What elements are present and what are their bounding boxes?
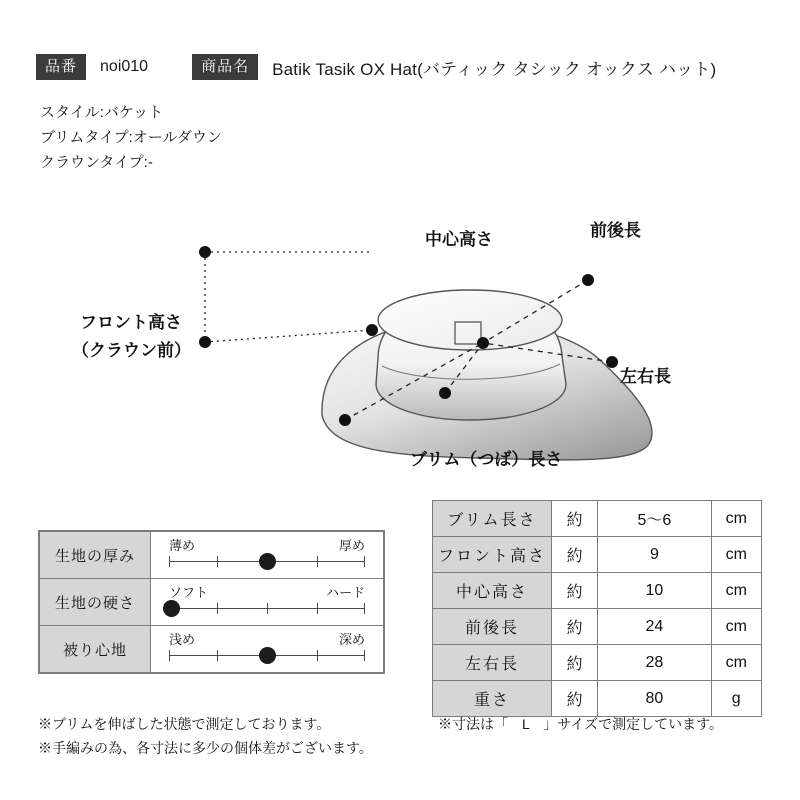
meas-value-weight: 80	[598, 681, 711, 717]
meas-approx-weight: 約	[551, 681, 597, 717]
table-row	[433, 645, 762, 681]
table-row	[433, 501, 762, 537]
meas-approx-front-back: 約	[551, 609, 597, 645]
spec-style: スタイル:バケット	[40, 104, 164, 121]
slider-left-label-thickness: 薄め	[169, 538, 196, 553]
product-name-value: Batik Tasik OX Hat(バティック タシック オックス ハット)	[272, 59, 717, 79]
slider-tick	[217, 603, 218, 614]
meas-unit-weight: g	[711, 681, 761, 717]
product-code-value: noi010	[100, 58, 149, 75]
meas-label-weight: 重さ	[433, 681, 552, 717]
label-brim-length: ブリム（つば）長さ	[410, 450, 563, 469]
meas-label-front-height: フロント高さ	[433, 537, 552, 573]
meas-unit-front-back: cm	[711, 609, 761, 645]
slider-row	[40, 626, 384, 673]
slider-tick	[217, 650, 218, 661]
slider-left-label-fit: 浅め	[169, 632, 196, 647]
slider-right-label-hardness: ハード	[325, 585, 365, 600]
slider-right-label-fit: 深め	[338, 632, 365, 647]
label-front-height-line2: （クラウン前）	[72, 341, 191, 360]
slider-label-fit: 被り心地	[40, 626, 151, 673]
meas-label-front-back: 前後長	[433, 609, 552, 645]
slider-knob-thickness[interactable]	[259, 553, 276, 570]
product-code-tag: 品番	[36, 54, 86, 80]
meas-label-left-right: 左右長	[433, 645, 552, 681]
spec-crown-type: クラウンタイプ:-	[40, 154, 153, 171]
label-front-back: 前後長	[590, 221, 641, 240]
label-front-height-line1: フロント高さ	[80, 313, 182, 332]
slider-tick	[169, 650, 170, 661]
feel-slider-table	[38, 530, 385, 674]
spec-brim-type: ブリムタイプ:オールダウン	[40, 129, 222, 146]
slider-label-thickness: 生地の厚み	[40, 532, 151, 579]
slider-track-thickness[interactable]	[151, 532, 384, 579]
meas-value-front-height: 9	[598, 537, 711, 573]
slider-tick	[317, 556, 318, 567]
notes-right	[438, 712, 723, 736]
meas-unit-left-right: cm	[711, 645, 761, 681]
meas-value-front-back: 24	[598, 609, 711, 645]
meas-approx-left-right: 約	[551, 645, 597, 681]
slider-knob-fit[interactable]	[259, 647, 276, 664]
slider-row	[40, 532, 384, 579]
table-row	[433, 609, 762, 645]
meas-label-brim: ブリム長さ	[433, 501, 552, 537]
hat-crown-top	[378, 290, 562, 350]
slider-track-fit[interactable]	[151, 626, 384, 673]
slider-tick	[364, 650, 365, 661]
meas-unit-front-height: cm	[711, 537, 761, 573]
table-row	[433, 537, 762, 573]
slider-tick	[364, 603, 365, 614]
table-row	[433, 573, 762, 609]
meas-value-left-right: 28	[598, 645, 711, 681]
spec-list	[40, 100, 222, 175]
measurement-table	[432, 500, 762, 717]
meas-approx-front-height: 約	[551, 537, 597, 573]
note-brim-stretch: ※ブリムを伸ばした状態で測定しております。	[38, 716, 331, 732]
notes-left	[38, 712, 373, 760]
meas-unit-brim: cm	[711, 501, 761, 537]
label-left-right: 左右長	[620, 367, 671, 386]
header-row	[36, 52, 768, 82]
slider-tick	[217, 556, 218, 567]
slider-tick	[267, 603, 268, 614]
slider-tick	[317, 650, 318, 661]
label-center-height: 中心高さ	[425, 230, 493, 249]
slider-right-label-thickness: 厚め	[338, 538, 365, 553]
note-handmade: ※手編みの為、各寸法に多少の個体差がございます。	[38, 740, 373, 756]
hat-diagram	[0, 170, 800, 490]
meas-label-center-height: 中心高さ	[433, 573, 552, 609]
slider-tick	[169, 556, 170, 567]
note-size: ※寸法は「 L 」サイズで測定しています。	[438, 716, 724, 732]
slider-tick	[364, 556, 365, 567]
slider-knob-hardness[interactable]	[163, 600, 180, 617]
meas-approx-center-height: 約	[551, 573, 597, 609]
slider-label-hardness: 生地の硬さ	[40, 579, 151, 626]
meas-value-brim: 5〜6	[598, 501, 711, 537]
meas-approx-brim: 約	[551, 501, 597, 537]
slider-track-hardness[interactable]	[151, 579, 384, 626]
product-name-tag: 商品名	[192, 54, 258, 80]
slider-tick	[317, 603, 318, 614]
meas-value-center-height: 10	[598, 573, 711, 609]
meas-unit-center-height: cm	[711, 573, 761, 609]
slider-left-label-hardness: ソフト	[169, 585, 209, 600]
slider-row	[40, 579, 384, 626]
